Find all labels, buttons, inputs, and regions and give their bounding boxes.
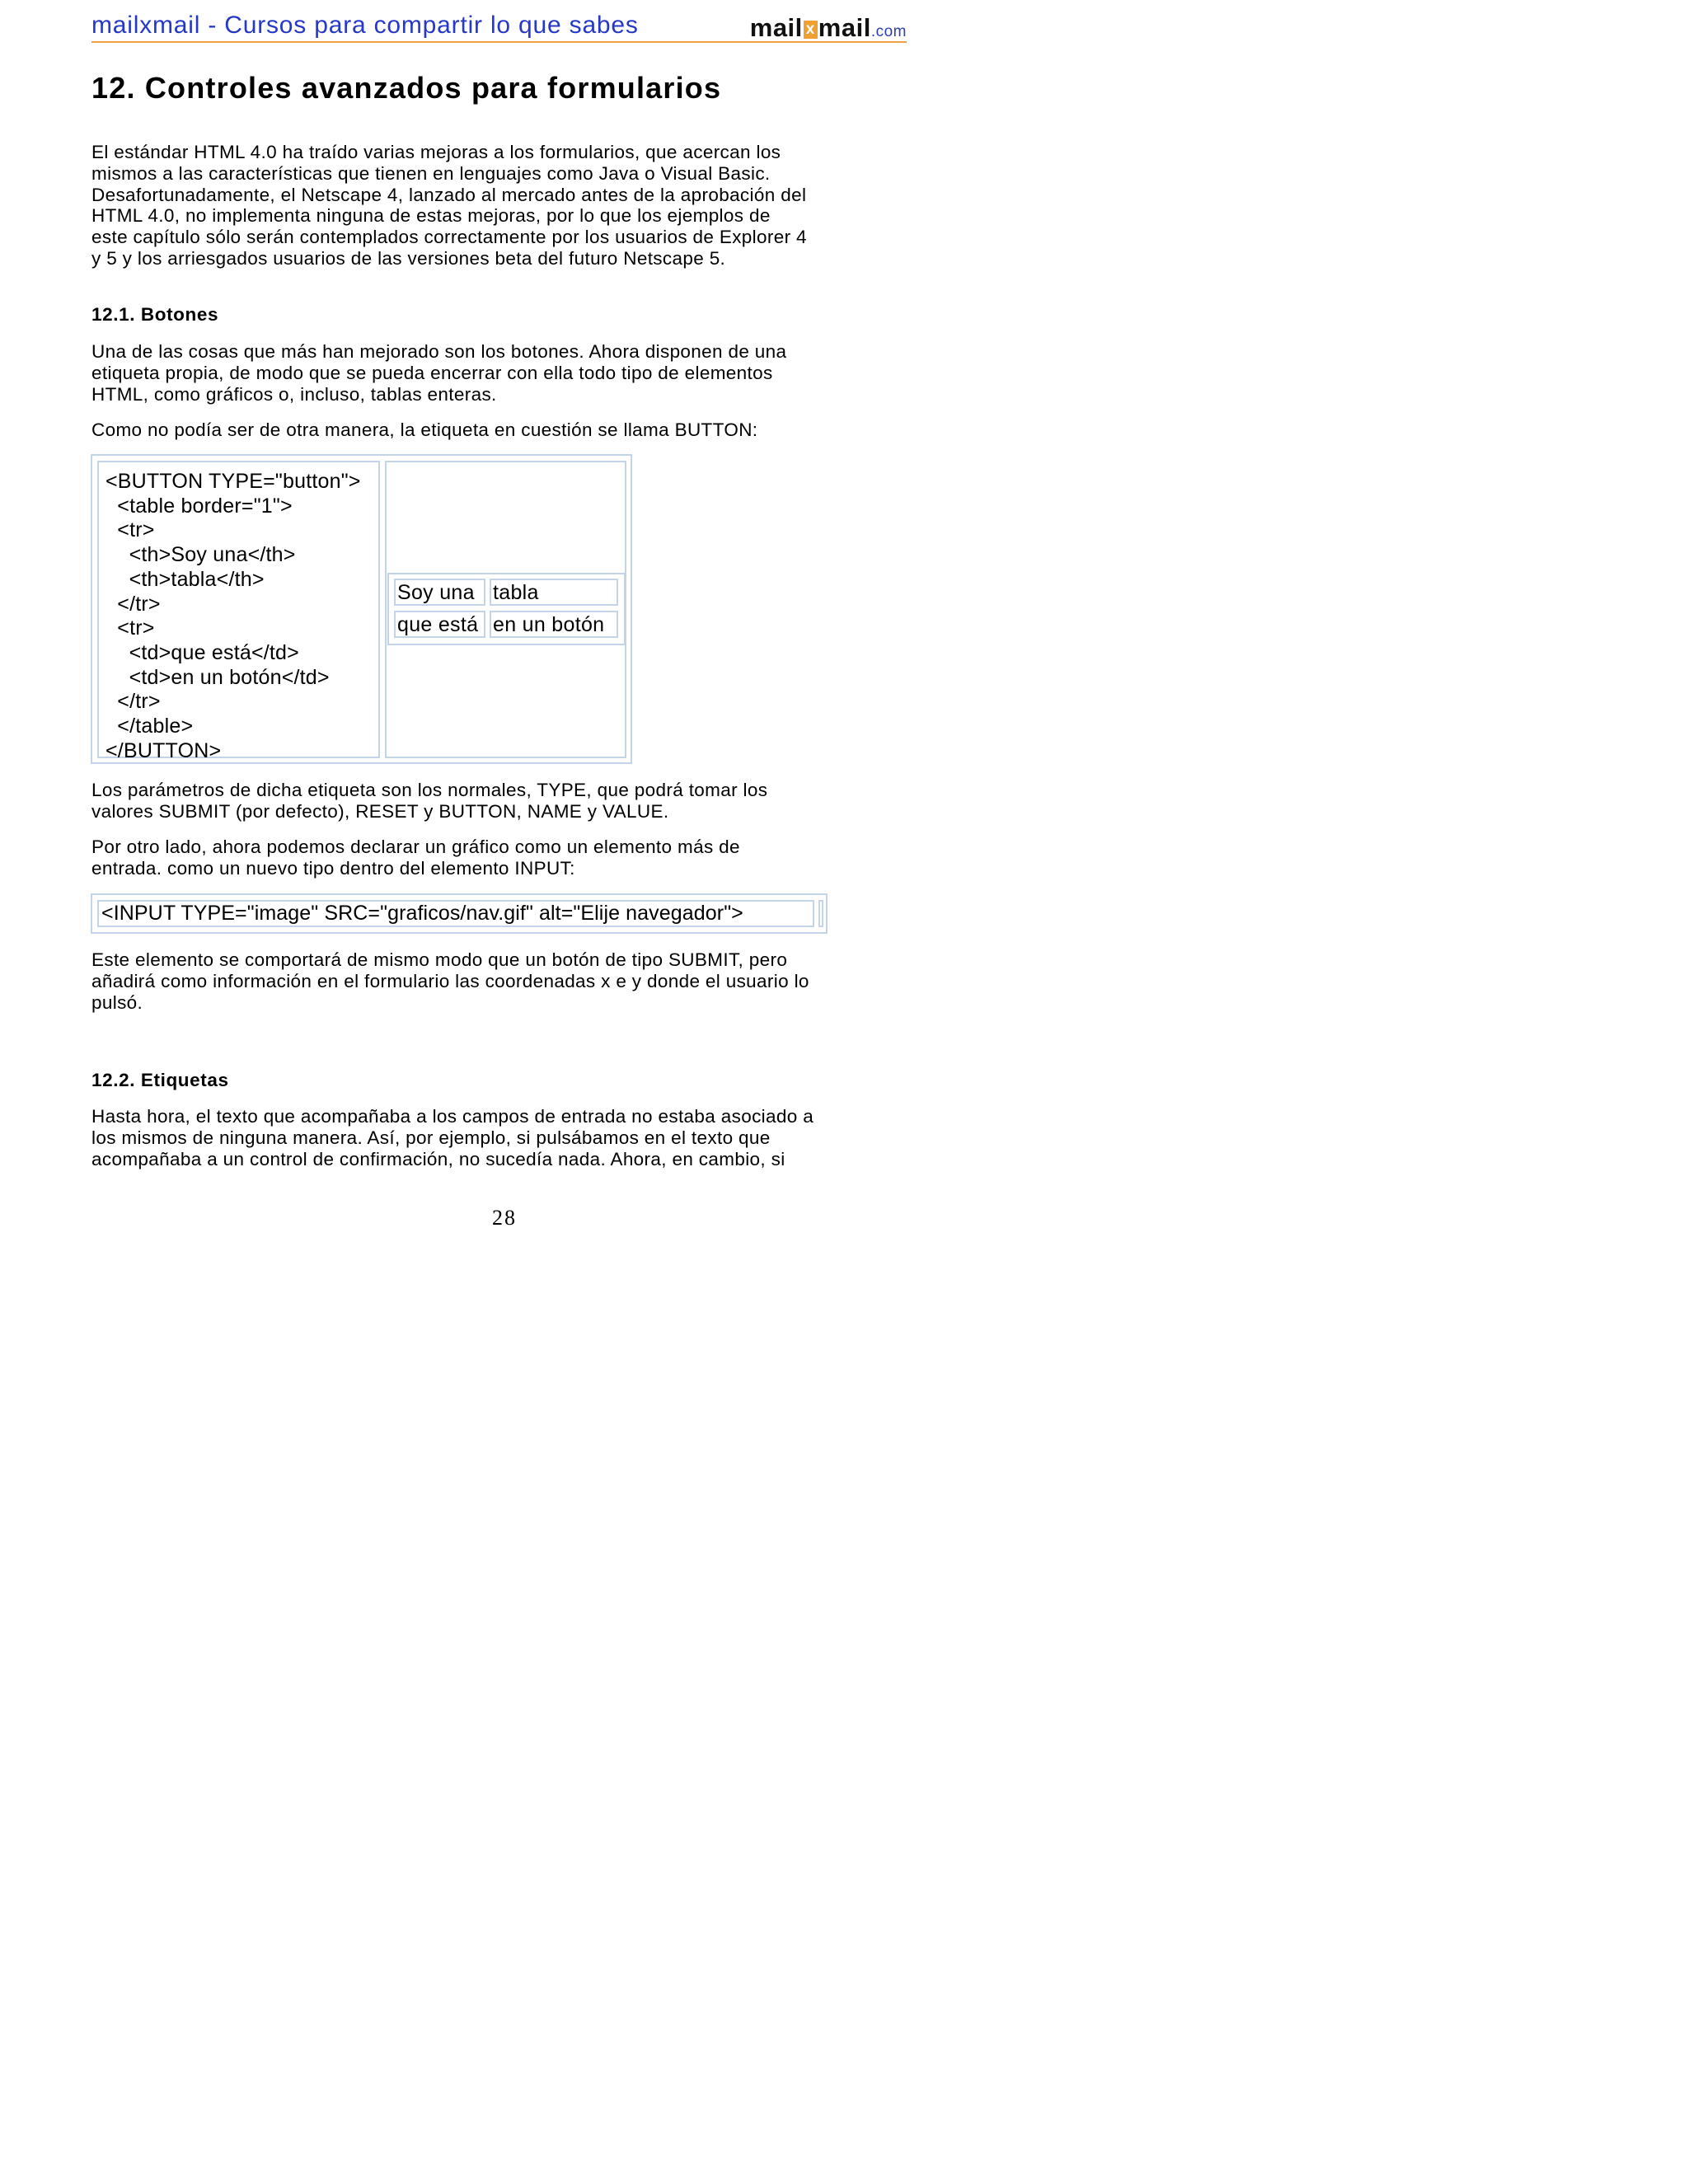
header-title: mailxmail - Cursos para compartir lo que sabes [91,12,639,39]
demo-cell-que-esta: que está [394,611,485,638]
section-heading-botones: 12.1. Botones [91,304,219,325]
demo-cell-soy-una: Soy una [394,579,485,606]
chapter-title: 12. Controles avanzados para formularios [91,71,722,105]
etiquetas-paragraph-1 [91,1106,814,1169]
logo-text-mail: mail [749,13,803,42]
logo-tld: .com [870,23,907,40]
text-line: entrada. como un nuevo tipo dentro del elemento INPUT: [91,857,575,879]
botones-paragraph-5 [91,949,809,1013]
text-line: Este elemento se comportará de mismo modo que un botón de tipo SUBMIT, pero [91,949,788,970]
rendered-button-cell [385,461,626,758]
botones-paragraph-4 [91,837,740,879]
input-code-sample: <INPUT TYPE="image" SRC="graficos/nav.gif" alt="Elije navegador"> [97,900,814,927]
text-line: este capítulo sólo serán contemplados correctamente por los usuarios de Explorer 4 [91,227,807,248]
input-example-table [91,893,828,934]
text-line: Desafortunadamente, el Netscape 4, lanzado al mercado antes de la aprobación del [91,184,807,205]
text-line: los mismos de ninguna manera. Así, por ejemplo, si pulsábamos en el texto que [91,1127,771,1148]
text-line: mismos a las características que tienen en lenguajes como Java o Visual Basic. [91,162,771,184]
intro-paragraph [91,142,807,269]
button-code-sample: <BUTTON TYPE="button"> <table border="1"> <tr> <th>Soy una</th> <th>tabla</th> </tr> <tr> <td>que está</td> <td>en un botón</td> </tr> </table> </BUTTON> [106,470,361,762]
input-empty-cell [818,900,823,927]
text-line: valores SUBMIT (por defecto), RESET y BUTTON, NAME y VALUE. [91,800,669,822]
text-line: El estándar HTML 4.0 ha traído varias mejoras a los formularios, que acercan los [91,142,781,162]
button-example-table [91,454,632,764]
text-line: Una de las cosas que más han mejorado son los botones. Ahora disponen de una [91,341,787,362]
text-line: Los parámetros de dicha etiqueta son los normales, TYPE, que podrá tomar los [91,780,768,800]
rendered-demo-table [387,573,626,645]
text-line: Como no podía ser de otra manera, la etiqueta en cuestión se llama BUTTON: [91,419,758,440]
page-number: 28 [492,1206,517,1230]
text-line: y 5 y los arriesgados usuarios de las versiones beta del futuro Netscape 5. [91,247,726,269]
text-line: HTML 4.0, no implementa ninguna de estas mejoras, por lo que los ejemplos de [91,205,771,227]
text-line: añadirá como información en el formulario las coordenadas x e y donde el usuario lo [91,970,809,991]
botones-paragraph-1 [91,341,786,405]
botones-paragraph-2 [91,419,757,441]
logo-text-mail-2: mail [818,13,871,42]
text-line: HTML, como gráficos o, incluso, tablas enteras. [91,383,497,405]
text-line: Por otro lado, ahora podemos declarar un gráfico como un elemento más de [91,837,740,857]
mailxmail-logo [750,13,907,43]
page-header [91,10,907,43]
text-line: acompañaba a un control de confirmación, no sucedía nada. Ahora, en cambio, si [91,1148,785,1169]
demo-cell-en-un-boton: en un botón [490,611,618,638]
section-heading-etiquetas: 12.2. Etiquetas [91,1070,229,1090]
logo-x-mark: x [804,21,818,39]
botones-paragraph-3 [91,780,767,823]
demo-cell-tabla: tabla [490,579,618,606]
text-line: Hasta hora, el texto que acompañaba a los campos de entrada no estaba asociado a [91,1106,814,1127]
text-line: etiqueta propia, de modo que se pueda encerrar con ella todo tipo de elementos [91,362,773,383]
code-cell [97,461,380,762]
text-line: pulsó. [91,991,143,1013]
